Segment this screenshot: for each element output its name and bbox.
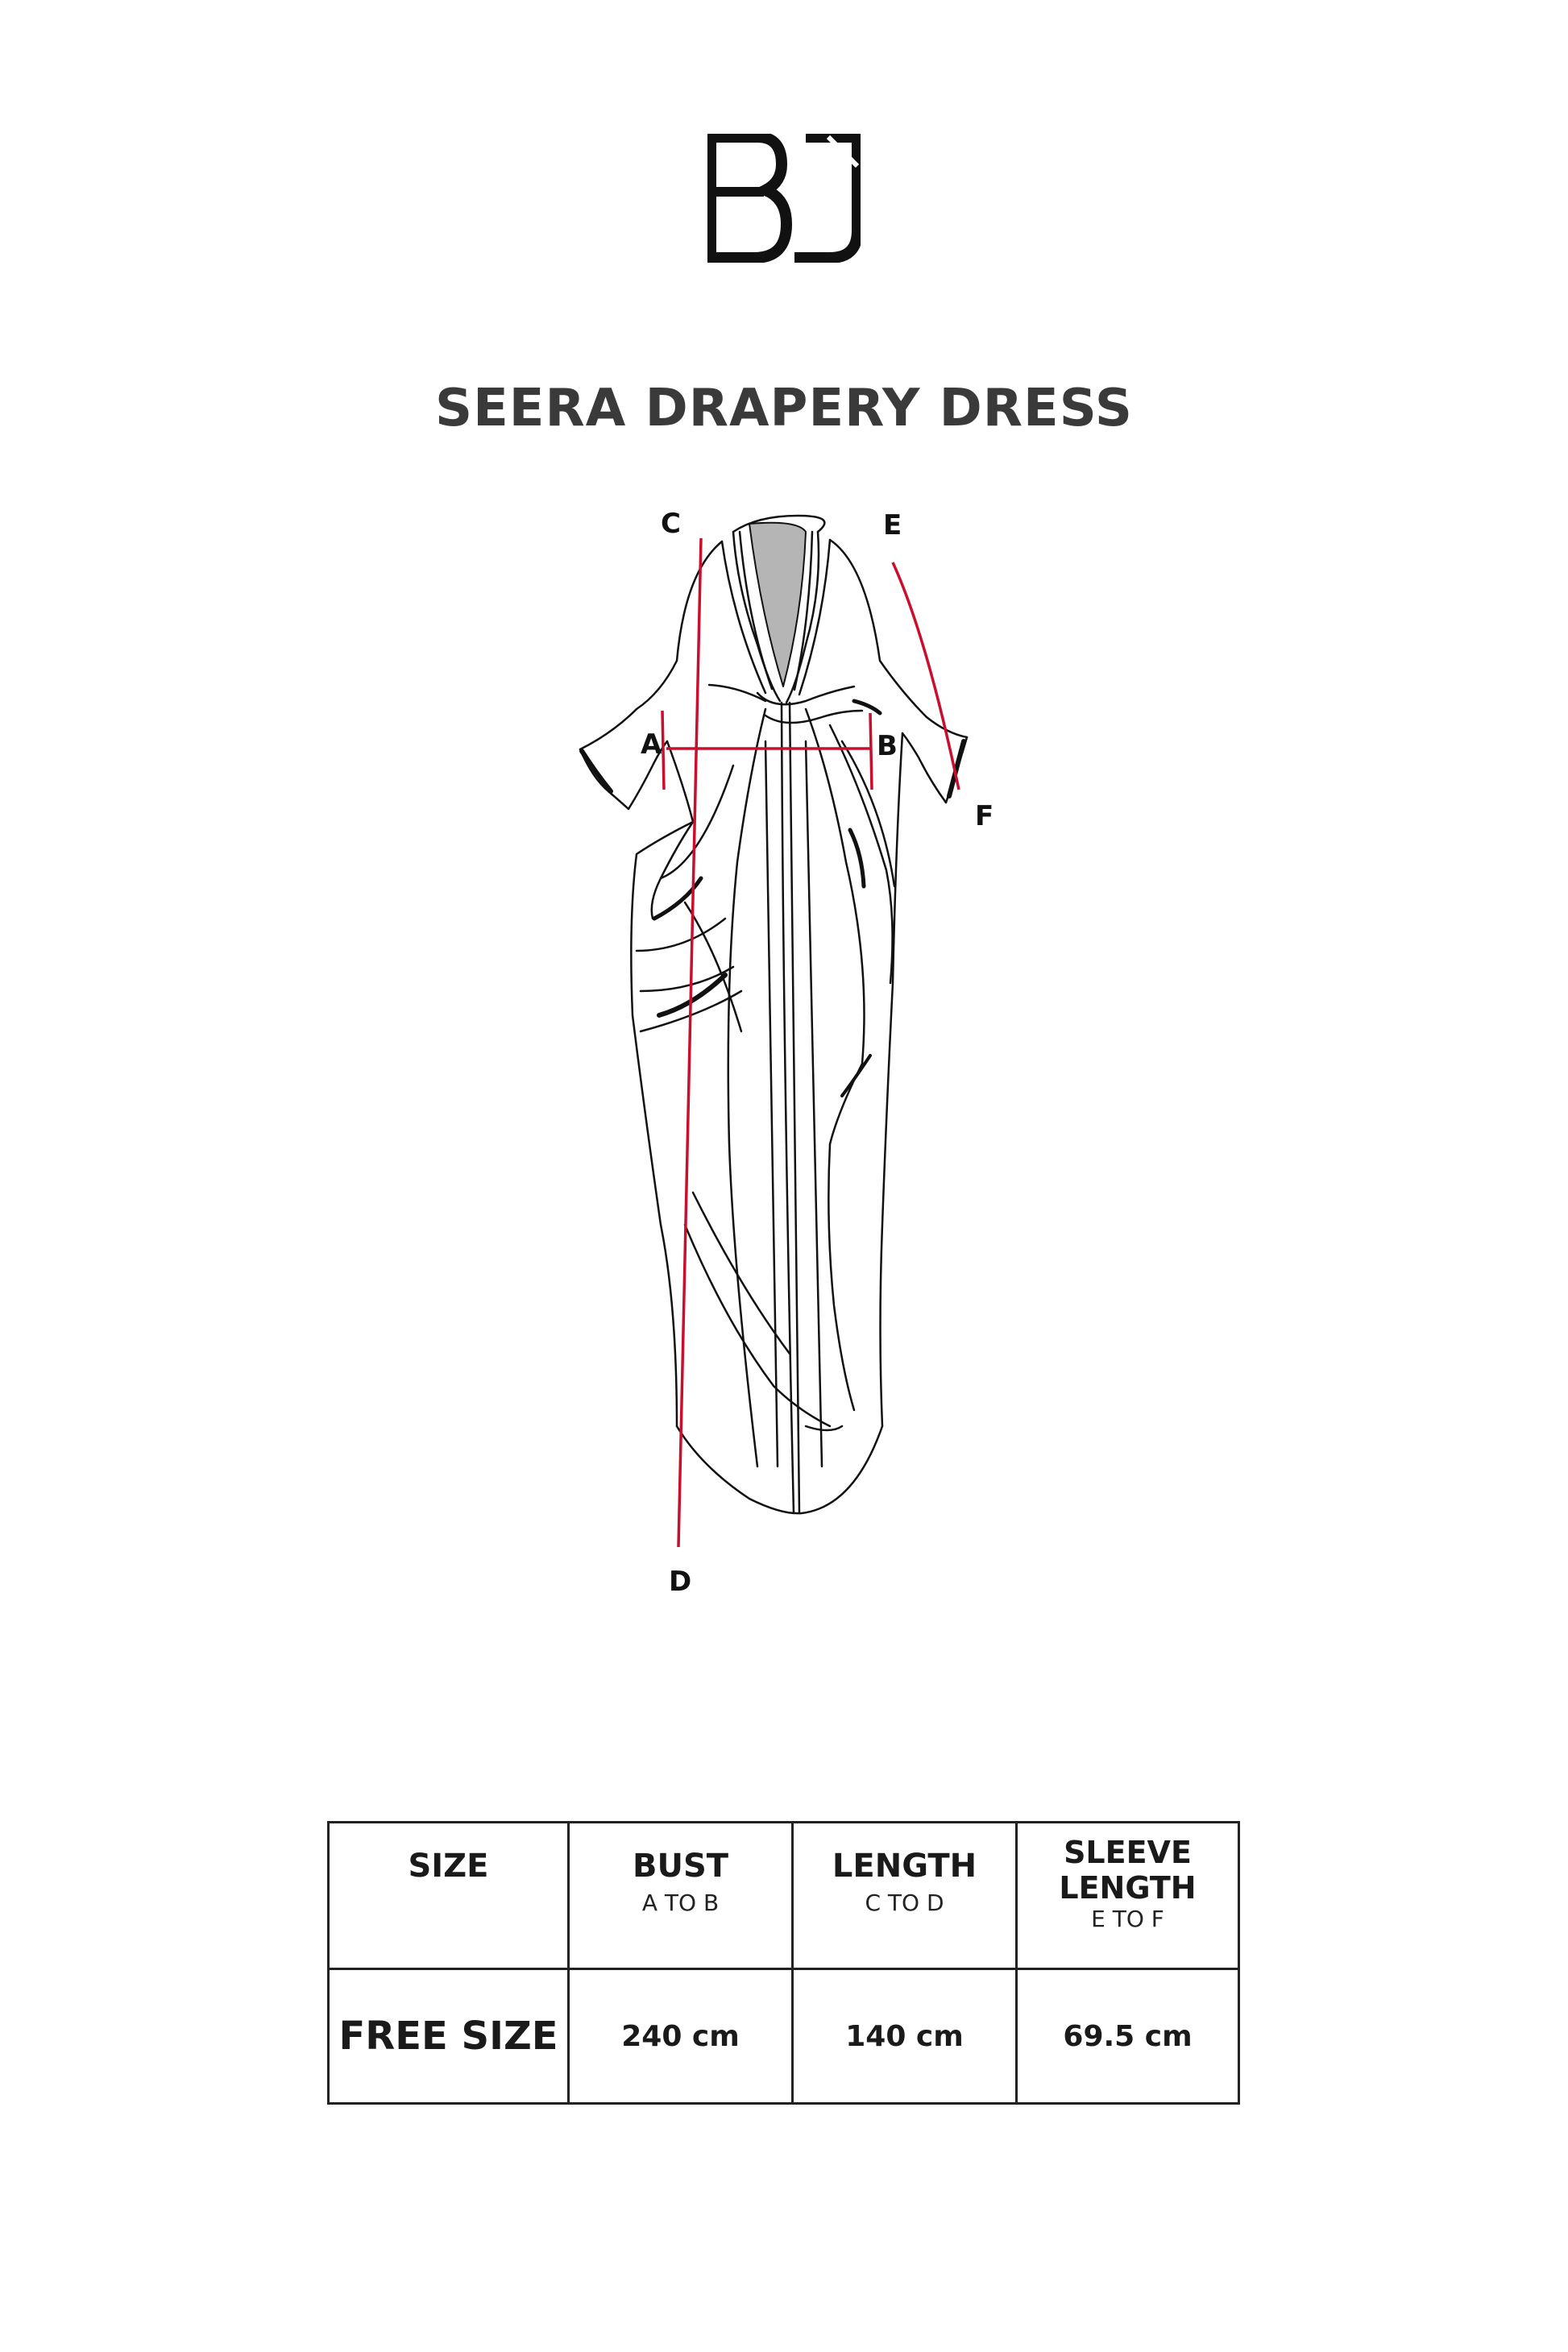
- header-size: [329, 1823, 569, 1969]
- point-label-f: F: [975, 800, 994, 832]
- bust-end-b: [870, 713, 872, 790]
- header-length-sub: C TO D: [865, 1889, 944, 1916]
- header-length: [793, 1823, 1017, 1969]
- header-sleeve-line2: LENGTH: [1059, 1870, 1197, 1906]
- point-label-b: B: [877, 730, 898, 762]
- table-header-row: [329, 1823, 1239, 1969]
- cell-length: [793, 1969, 1017, 2104]
- size-chart-table: [327, 1821, 1240, 2105]
- dress-outline: [580, 516, 967, 1513]
- header-sleeve-sub: E TO F: [1091, 1906, 1164, 1932]
- sleeve-value: 69.5 cm: [1063, 2019, 1193, 2053]
- header-sleeve-line1: SLEEVE: [1064, 1835, 1192, 1870]
- cell-size: [329, 1969, 569, 2104]
- header-length-label: LENGTH: [832, 1848, 977, 1885]
- sleeve-line-ef: [893, 562, 959, 790]
- garment-diagram: [564, 500, 1015, 1620]
- point-label-e: E: [883, 509, 902, 541]
- cell-bust: [569, 1969, 793, 2104]
- point-label-c: C: [661, 508, 681, 540]
- header-bust-sub: A TO B: [641, 1889, 720, 1916]
- measurement-lines: [662, 538, 959, 1547]
- table-row: [329, 1969, 1239, 2104]
- length-value: 140 cm: [845, 2019, 964, 2053]
- header-sleeve: [1017, 1823, 1239, 1969]
- header-bust: [569, 1823, 793, 1969]
- cell-sleeve: [1017, 1969, 1239, 2104]
- point-label-d: D: [669, 1566, 692, 1598]
- bust-end-a: [662, 711, 664, 790]
- length-line-cd: [678, 538, 701, 1547]
- header-size-label: SIZE: [408, 1848, 489, 1885]
- header-bust-label: BUST: [632, 1848, 729, 1885]
- product-title: SEERA DRAPERY DRESS: [434, 379, 1134, 438]
- brand-logo: [707, 134, 861, 263]
- point-label-a: A: [641, 728, 662, 761]
- size-value: FREE SIZE: [338, 2014, 558, 2059]
- bust-value: 240 cm: [621, 2019, 740, 2053]
